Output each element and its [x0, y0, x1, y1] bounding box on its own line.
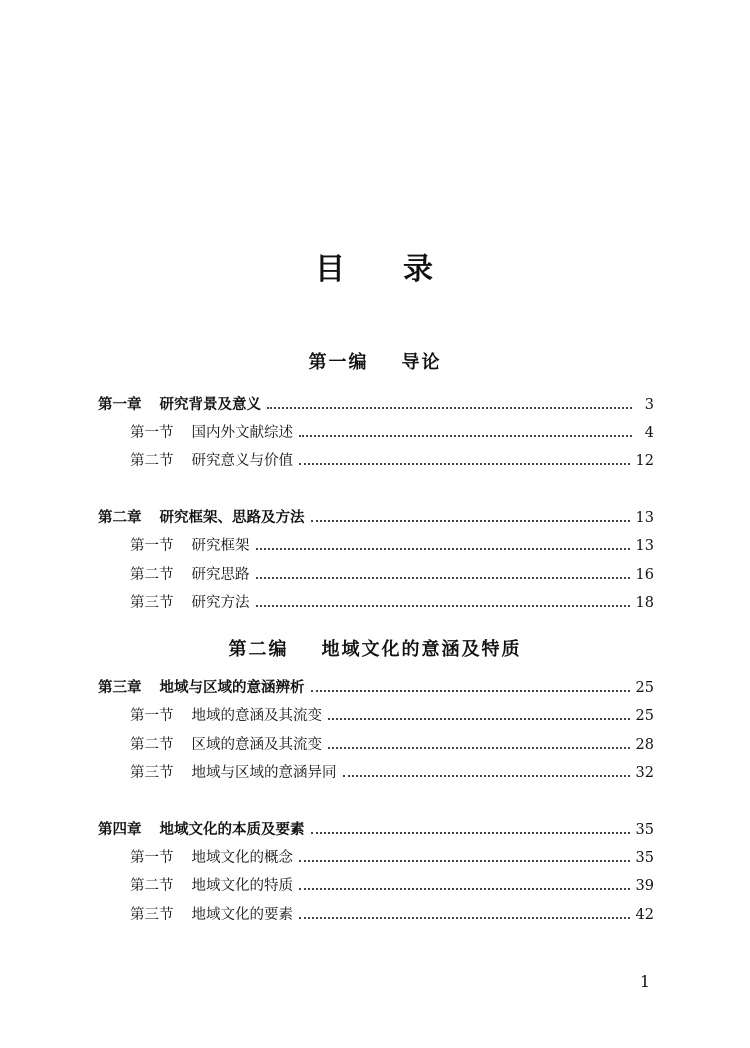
toc-section-entry[interactable]	[130, 875, 654, 897]
toc-section-entry[interactable]	[130, 564, 654, 586]
toc-title-char-2: 录	[403, 252, 435, 287]
part-label: 第二编	[228, 639, 289, 660]
toc-title-char-1: 目	[315, 252, 347, 287]
section-label: 第二节	[130, 878, 174, 894]
dot-leader	[328, 747, 630, 749]
page-ref: 25	[635, 680, 654, 696]
toc-section-entry[interactable]	[130, 734, 654, 756]
toc-section-entry[interactable]	[130, 450, 654, 472]
dot-leader	[299, 435, 632, 437]
toc-chapter-entry[interactable]	[98, 507, 654, 529]
chapter-title: 研究框架、思路及方法	[159, 509, 305, 526]
chapter-label: 第四章	[98, 821, 142, 838]
page-ref: 18	[635, 595, 654, 611]
part-heading	[0, 348, 750, 374]
chapter-title: 地域与区域的意涵辨析	[159, 679, 305, 696]
section-title: 研究框架	[191, 538, 250, 554]
chapter-label: 第三章	[98, 679, 142, 696]
page-ref: 42	[635, 907, 654, 923]
dot-leader	[256, 605, 630, 607]
toc-section-entry[interactable]	[130, 705, 654, 727]
toc-chapter-entry[interactable]	[98, 394, 654, 416]
dot-leader	[311, 520, 630, 522]
toc-chapter-entry[interactable]	[98, 677, 654, 699]
page-ref: 39	[635, 878, 654, 894]
section-label: 第一节	[130, 850, 174, 866]
section-label: 第三节	[130, 595, 174, 611]
chapter-label: 第二章	[98, 509, 142, 526]
toc-chapter-entry[interactable]	[98, 819, 654, 841]
part-heading	[0, 635, 750, 661]
page-ref: 4	[644, 425, 654, 441]
page-ref: 3	[644, 397, 654, 413]
section-title: 研究方法	[191, 595, 250, 611]
section-label: 第一节	[130, 425, 174, 441]
dot-leader	[311, 690, 630, 692]
dot-leader	[299, 860, 630, 862]
section-title: 地域与区域的意涵异同	[191, 765, 337, 781]
part-title: 地域文化的意涵及特质	[321, 639, 522, 660]
page-ref: 13	[635, 538, 654, 554]
section-label: 第一节	[130, 708, 174, 724]
section-title: 国内外文献综述	[191, 425, 293, 441]
toc-section-entry[interactable]	[130, 847, 654, 869]
section-title: 区域的意涵及其流变	[191, 737, 322, 753]
toc-section-entry[interactable]	[130, 535, 654, 557]
dot-leader	[256, 548, 630, 550]
section-label: 第一节	[130, 538, 174, 554]
part-title: 导论	[401, 352, 442, 373]
dot-leader	[311, 832, 630, 834]
section-label: 第二节	[130, 567, 174, 583]
part-label: 第一编	[308, 352, 369, 373]
page-ref: 35	[635, 850, 654, 866]
section-label: 第二节	[130, 737, 174, 753]
page-ref: 32	[635, 765, 654, 781]
toc-title	[0, 244, 750, 288]
section-title: 地域的意涵及其流变	[191, 708, 322, 724]
dot-leader	[256, 577, 630, 579]
page-ref: 13	[635, 510, 654, 526]
page-ref: 25	[635, 708, 654, 724]
section-label: 第二节	[130, 453, 174, 469]
page-number: 1	[639, 972, 650, 991]
section-title: 地域文化的概念	[191, 850, 293, 866]
section-label: 第三节	[130, 765, 174, 781]
dot-leader	[299, 463, 630, 465]
dot-leader	[267, 407, 632, 409]
toc-section-entry[interactable]	[130, 592, 654, 614]
page-ref: 35	[635, 822, 654, 838]
section-label: 第三节	[130, 907, 174, 923]
toc-section-entry[interactable]	[130, 904, 654, 926]
section-title: 研究思路	[191, 567, 250, 583]
dot-leader	[343, 775, 630, 777]
dot-leader	[328, 718, 630, 720]
page-ref: 28	[635, 737, 654, 753]
chapter-title: 研究背景及意义	[159, 396, 261, 413]
toc-section-entry[interactable]	[130, 422, 654, 444]
section-title: 研究意义与价值	[191, 453, 293, 469]
dot-leader	[299, 917, 630, 919]
section-title: 地域文化的特质	[191, 878, 293, 894]
chapter-title: 地域文化的本质及要素	[159, 821, 305, 838]
toc-section-entry[interactable]	[130, 762, 654, 784]
page-ref: 16	[635, 567, 654, 583]
dot-leader	[299, 888, 630, 890]
section-title: 地域文化的要素	[191, 907, 293, 923]
page-ref: 12	[635, 453, 654, 469]
chapter-label: 第一章	[98, 396, 142, 413]
